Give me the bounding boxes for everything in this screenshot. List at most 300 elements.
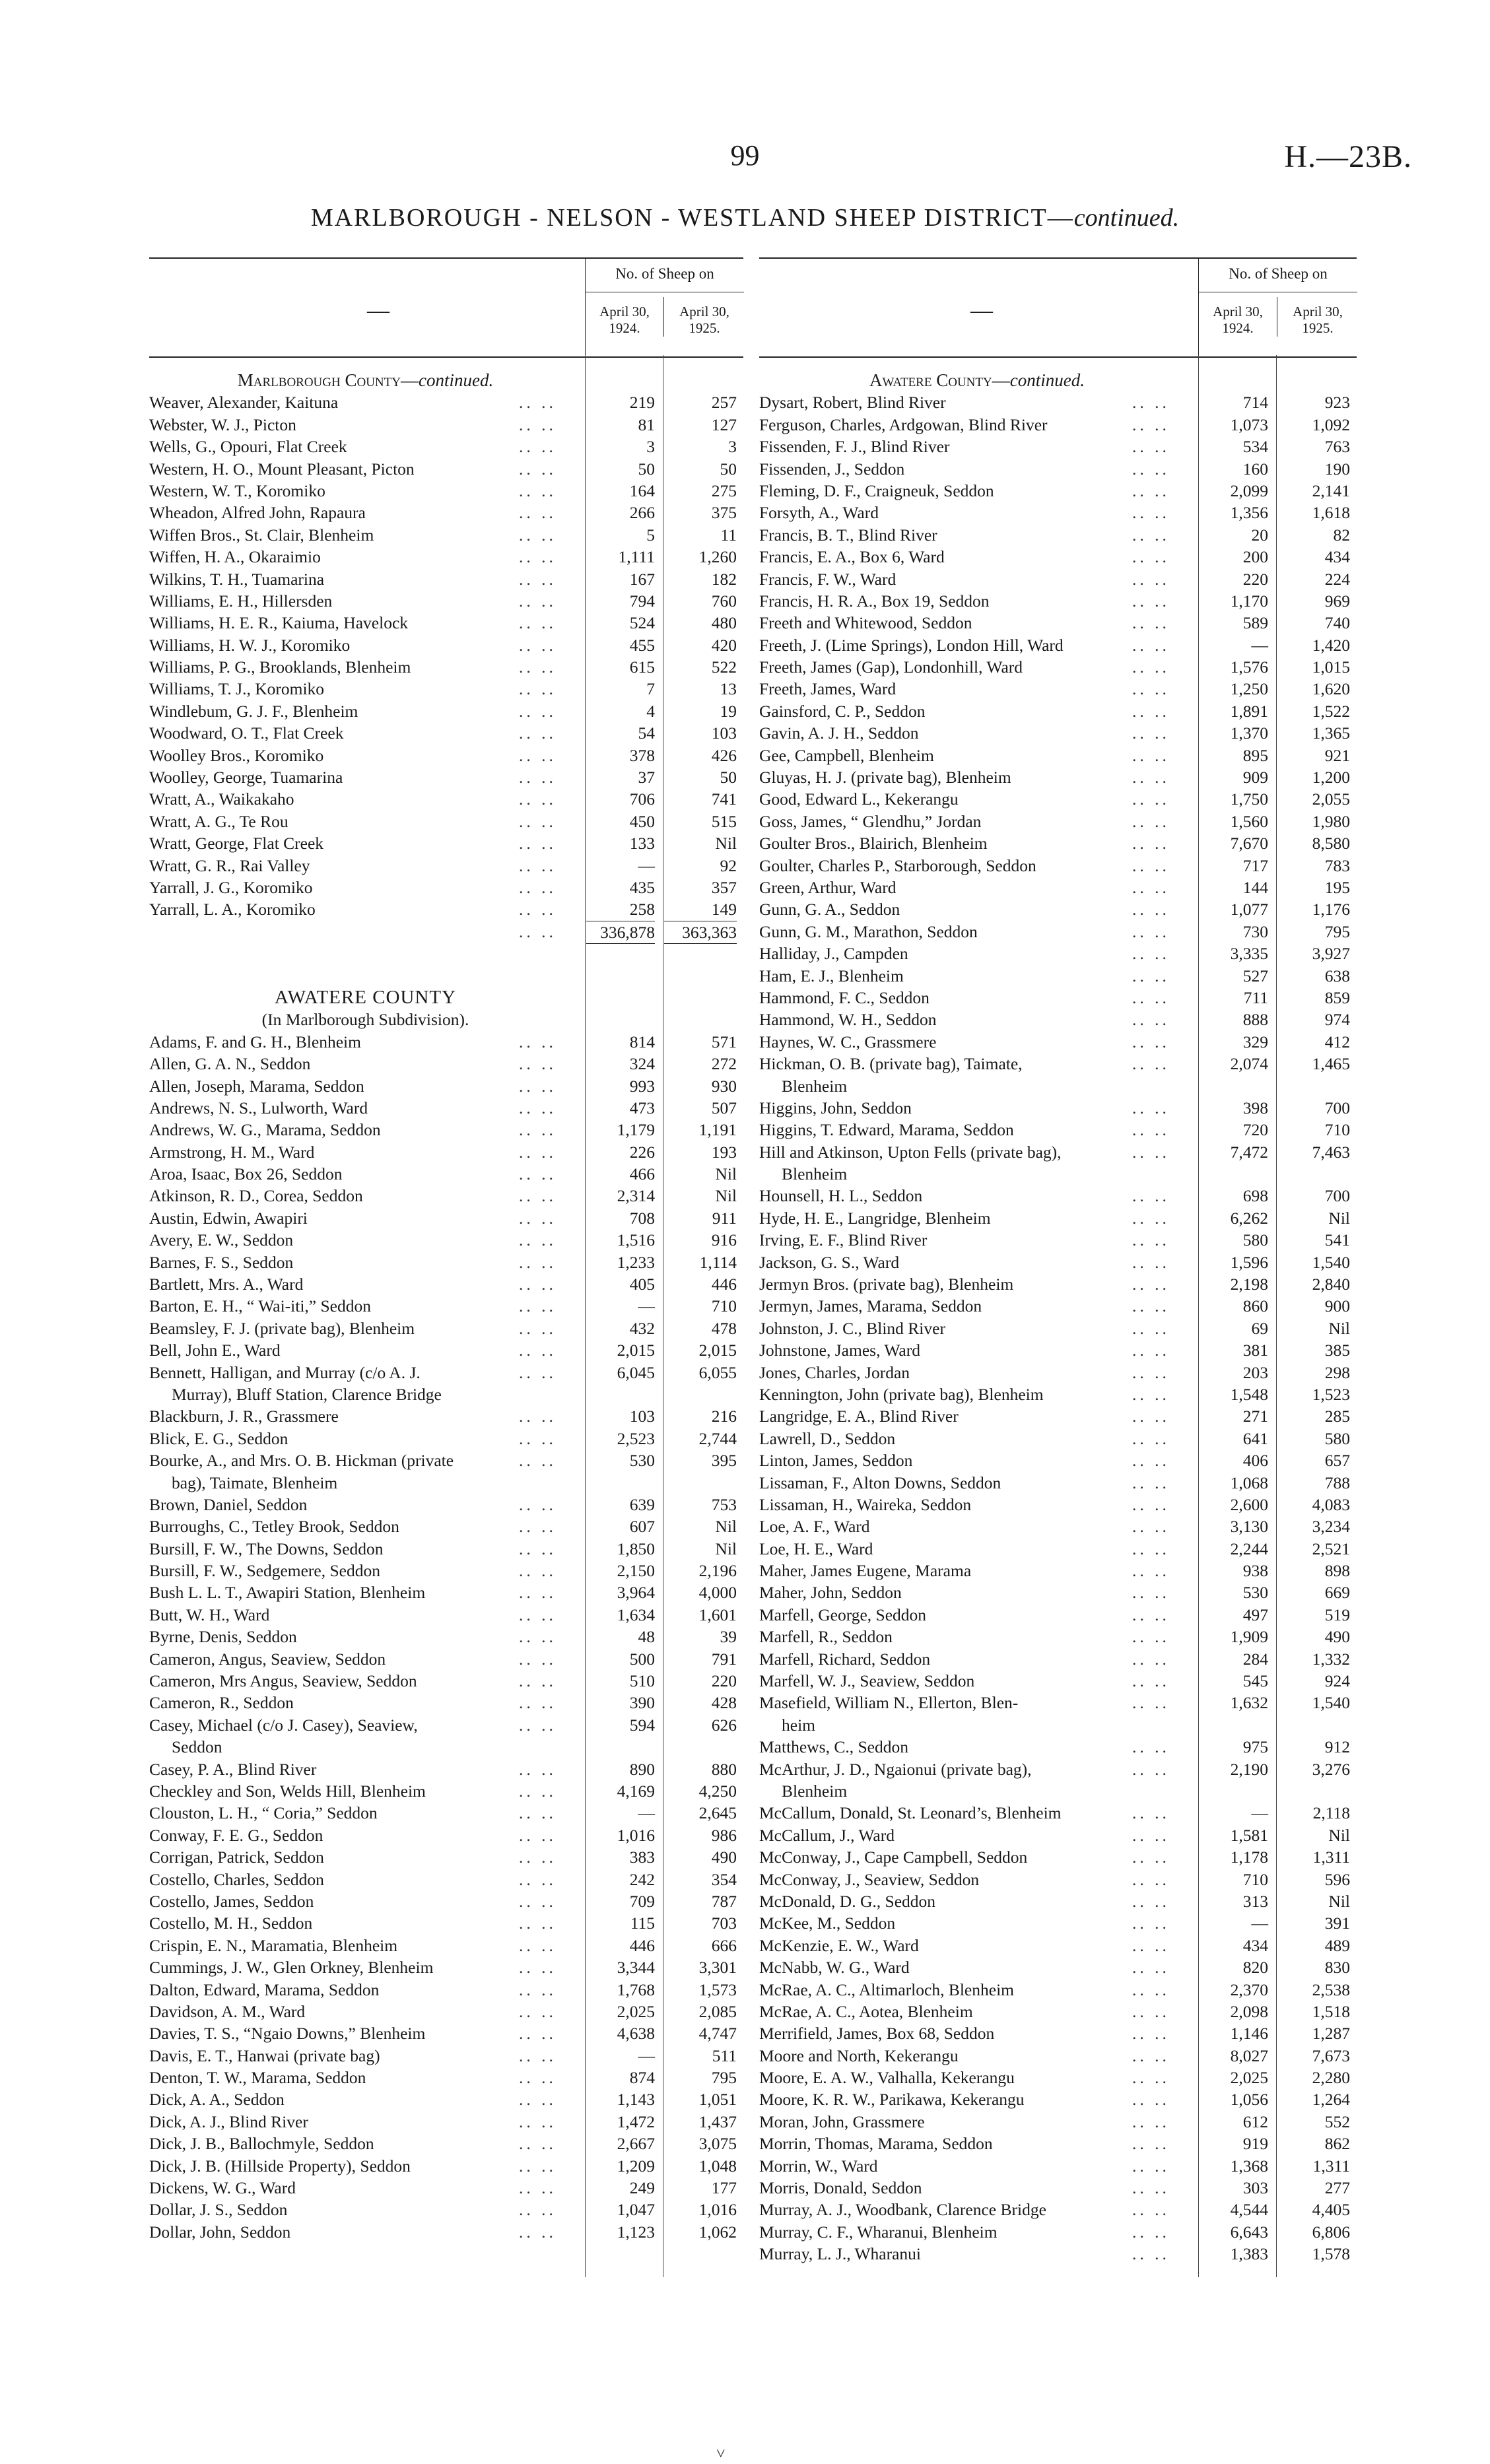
sheep-1925: 1,311 [1312, 1848, 1350, 1867]
sheep-1924: 378 [629, 745, 655, 765]
sheep-1924: 1,111 [618, 547, 655, 567]
owner-name-address: Gunn, G. M., Marathon, Seddon [759, 921, 978, 941]
sheep-1925: 700 [1324, 1186, 1350, 1206]
table-row: McConway, J., Cape Campbell, Seddon .. .. 1,178 1,311 [759, 1846, 1357, 1868]
table-row: Cameron, Mrs Angus, Seaview, Seddon .. .. 510 220 [149, 1670, 743, 1692]
owner-name-address: Moore, E. A. W., Valhalla, Kekerangu [759, 2068, 1015, 2088]
sheep-1925: 511 [712, 2046, 737, 2065]
owner-name-address: Morrin, W., Ward [759, 2156, 878, 2176]
table-row: Marfell, W. J., Seaview, Seddon .. .. 545 924 [759, 1670, 1357, 1692]
sheep-1925: 412 [1324, 1032, 1350, 1051]
sheep-1925: 795 [711, 2068, 737, 2088]
table-row: Bursill, F. W., The Downs, Seddon .. .. 1,850 Nil [149, 1538, 743, 1560]
sheep-1924: 524 [629, 613, 655, 633]
table-row: Bush L. L. T., Awapiri Station, Blenheim .. .. 3,964 4,000 [149, 1582, 743, 1603]
sheep-1925: 669 [1324, 1583, 1350, 1603]
table-row [759, 1075, 1357, 1097]
table-row: Atkinson, R. D., Corea, Seddon .. .. 2,314 Nil [149, 1185, 743, 1207]
table-row: Gee, Campbell, Blenheim .. .. 895 921 [759, 745, 1357, 766]
table-row: Barton, E. H., “ Wai-iti,” Seddon .. .. — 710 [149, 1295, 743, 1317]
table-row: McRae, A. C., Altimarloch, Blenheim .. .. 2,370 2,538 [759, 1979, 1357, 2001]
table-row: Bursill, F. W., Sedgemere, Seddon .. .. 2,150 2,196 [149, 1560, 743, 1582]
owner-name-address: Goulter Bros., Blairich, Blenheim [759, 834, 988, 853]
table-row: Wilkins, T. H., Tuamarina .. .. 167 182 [149, 568, 743, 590]
table-row: Murray, A. J., Woodbank, Clarence Bridge .. .. 4,544 4,405 [759, 2199, 1357, 2220]
sheep-1924: 7 [646, 679, 655, 699]
table-row: Dickens, W. G., Ward .. .. 249 177 [149, 2177, 743, 2199]
sheep-1925: 1,176 [1312, 900, 1350, 919]
sheep-1925: 1,540 [1312, 1693, 1350, 1713]
sheep-1925: 363,363 [664, 921, 737, 944]
table-row: Jermyn Bros. (private bag), Blenheim .. .. 2,198 2,840 [759, 1273, 1357, 1295]
owner-name-address: Lawrell, D., Seddon [759, 1428, 896, 1448]
sheep-1924: 895 [1242, 745, 1268, 765]
sheep-1925: 1,092 [1312, 415, 1350, 434]
sheep-1925: Nil [1328, 1891, 1350, 1911]
sheep-1924: 794 [629, 591, 655, 611]
sheep-1924: 1,073 [1230, 415, 1268, 434]
owner-name-address: McNabb, W. G., Ward [759, 1958, 910, 1978]
right-table-body [759, 370, 1357, 2265]
sheep-1924: 54 [638, 723, 655, 743]
owner-name-address: Conway, F. E. G., Seddon [149, 1825, 323, 1845]
sheep-1924: 527 [1242, 966, 1268, 985]
sheep-1924: 4,638 [617, 2024, 655, 2044]
table-row: Checkley and Son, Welds Hill, Blenheim .. .. 4,169 4,250 [149, 1780, 743, 1802]
table-row: Moore, E. A. W., Valhalla, Kekerangu .. .. 2,025 2,280 [759, 2067, 1357, 2088]
sheep-1925: 6,055 [698, 1362, 737, 1382]
owner-name-address: Wiffen, H. A., Okaraimio [149, 547, 321, 567]
left-column-table [149, 257, 743, 2277]
sheep-1924: 1,596 [1230, 1252, 1268, 1272]
sheep-1925: 1,420 [1312, 635, 1350, 655]
table-row: Murray, C. F., Wharanui, Blenheim .. .. 6,643 6,806 [759, 2221, 1357, 2243]
sheep-1925: 1,540 [1312, 1252, 1350, 1272]
owner-name-address: Jones, Charles, Jordan [759, 1362, 910, 1382]
table-row: Webster, W. J., Picton .. .. 81 127 [149, 414, 743, 436]
sheep-1925: 1,287 [1312, 2024, 1350, 2044]
sheep-1925: 3,075 [698, 2134, 737, 2154]
table-row: Hill and Atkinson, Upton Fells (private bag), .. .. 7,472 7,463 [759, 1141, 1357, 1163]
table-row: Goulter, Charles P., Starborough, Seddon .. .. 717 783 [759, 855, 1357, 877]
sheep-1924: 69 [1251, 1318, 1268, 1338]
sheep-1925: 395 [711, 1451, 737, 1471]
sheep-1924: 607 [629, 1517, 655, 1537]
owner-name-address: Allen, Joseph, Marama, Seddon [149, 1076, 364, 1096]
sheep-1924: 203 [1242, 1362, 1268, 1382]
table-row: Fissenden, J., Seddon .. .. 160 190 [759, 458, 1357, 480]
sheep-1925: 626 [711, 1715, 737, 1735]
owner-name-address: Gunn, G. A., Seddon [759, 900, 900, 919]
sheep-1924: 874 [629, 2068, 655, 2088]
sheep-1924: 2,015 [617, 1341, 655, 1360]
owner-name-address: Weaver, Alexander, Kaituna [149, 393, 339, 413]
sheep-1924: 434 [1242, 1935, 1268, 1955]
sheep-1925: 2,280 [1312, 2068, 1350, 2088]
table-row: Bartlett, Mrs. A., Ward .. .. 405 446 [149, 1273, 743, 1295]
owner-name-address: Cameron, Angus, Seaview, Seddon [149, 1649, 386, 1669]
sheep-1925: Nil [715, 834, 737, 853]
sheep-1925: 4,747 [698, 2024, 737, 2044]
table-row: Casey, Michael (c/o J. Casey), Seaview, .. .. 594 626 [149, 1714, 743, 1736]
sheep-1924: 510 [629, 1671, 655, 1691]
table-row: McRae, A. C., Aotea, Blenheim .. .. 2,098 1,518 [759, 2001, 1357, 2022]
sheep-1924: 303 [1242, 2178, 1268, 2198]
sheep-1924: 993 [629, 1076, 655, 1096]
sheep-1924: 1,850 [617, 1539, 655, 1558]
owner-name-address: Bursill, F. W., The Downs, Seddon [149, 1539, 384, 1558]
sheep-1925: 375 [711, 503, 737, 523]
table-row: Goulter Bros., Blairich, Blenheim .. .. 7,670 8,580 [759, 832, 1357, 854]
sheep-1925: 4,000 [698, 1583, 737, 1603]
table-row: Andrews, W. G., Marama, Seddon .. .. 1,179 1,191 [149, 1119, 743, 1141]
table-row: Higgins, T. Edward, Marama, Seddon .. .. 720 710 [759, 1119, 1357, 1141]
owner-name-address: Irving, E. F., Blind River [759, 1230, 928, 1250]
owner-name-address: Avery, E. W., Seddon [149, 1230, 294, 1250]
owner-name-address: Andrews, W. G., Marama, Seddon [149, 1120, 381, 1140]
owner-name-address: Dick, A. J., Blind River [149, 2112, 308, 2131]
owner-name-address: Blick, E. G., Seddon [149, 1428, 288, 1448]
table-row: Goss, James, “ Glendhu,” Jordan .. .. 1,560 1,980 [759, 811, 1357, 832]
table-row: Francis, E. A., Box 6, Ward .. .. 200 434 [759, 546, 1357, 568]
sheep-1924: 115 [630, 1914, 655, 1933]
owner-name-address: Kennington, John (private bag), Blenheim [759, 1384, 1044, 1404]
owner-name-address: Wilkins, T. H., Tuamarina [149, 569, 325, 589]
sheep-1924: 975 [1242, 1737, 1268, 1757]
table-row: Woolley, George, Tuamarina .. .. 37 50 [149, 766, 743, 788]
owner-name-address: Linton, James, Seddon [759, 1451, 913, 1471]
owner-name-address: McKee, M., Seddon [759, 1914, 896, 1933]
table-row: Casey, P. A., Blind River .. .. 890 880 [149, 1758, 743, 1780]
table-row: McKee, M., Seddon .. .. — 391 [759, 1912, 1357, 1934]
table-row: Maher, James Eugene, Marama .. .. 938 898 [759, 1560, 1357, 1582]
sheep-1925: 1,051 [698, 2090, 737, 2110]
sheep-1924: — [638, 2046, 655, 2065]
sheep-1925: 2,118 [1312, 1803, 1350, 1823]
sheep-1925: 710 [1324, 1120, 1350, 1140]
sheep-1924: 160 [1242, 459, 1268, 479]
table-row: Freeth, James, Ward .. .. 1,250 1,620 [759, 678, 1357, 700]
sheep-1924: 938 [1242, 1561, 1268, 1581]
owner-name-address: Marfell, George, Seddon [759, 1605, 927, 1624]
table-row [149, 965, 743, 987]
sheep-1924: 706 [629, 789, 655, 809]
sheep-1924: 1,068 [1230, 1473, 1268, 1492]
sheep-1925: 224 [1324, 569, 1350, 589]
table-row: Lissaman, H., Waireka, Seddon .. .. 2,600 4,083 [759, 1494, 1357, 1515]
sheep-1925: 428 [711, 1693, 737, 1713]
sheep-1924: 1,576 [1230, 657, 1268, 677]
owner-name-address: Gainsford, C. P., Seddon [759, 701, 926, 721]
table-row: Bourke, A., and Mrs. O. B. Hickman (private .. .. 530 395 [149, 1449, 743, 1471]
table-row: McDonald, D. G., Seddon .. .. 313 Nil [759, 1890, 1357, 1912]
sheep-1924: 446 [629, 1935, 655, 1955]
owner-name-address: Dick, J. B., Ballochmyle, Seddon [149, 2134, 374, 2154]
owner-name-address: Murray, L. J., Wharanui [759, 2244, 922, 2264]
sheep-1924: 4,544 [1230, 2200, 1268, 2220]
sheep-1924: 7,670 [1230, 834, 1268, 853]
sheep-1925: 1,618 [1312, 503, 1350, 523]
table-row: Lawrell, D., Seddon .. .. 641 580 [759, 1428, 1357, 1449]
sheep-1925: 2,196 [698, 1561, 737, 1581]
sheep-1924: 589 [1242, 613, 1268, 633]
owner-name-address: Goss, James, “ Glendhu,” Jordan [759, 811, 982, 831]
owner-name-address: Wratt, A. G., Te Rou [149, 811, 288, 831]
owner-name-address: McArthur, J. D., Ngaionui (private bag), [759, 1759, 1032, 1779]
right-header-col-1925: April 30, 1925. [1277, 297, 1358, 337]
owner-name-address: Windlebum, G. J. F., Blenheim [149, 701, 358, 721]
owner-name-address: Denton, T. W., Marama, Seddon [149, 2068, 366, 2088]
sheep-1924: 641 [1242, 1428, 1268, 1448]
owner-name-address: Ham, E. J., Blenheim [759, 966, 904, 985]
left-table-header [149, 257, 743, 358]
owner-name-address: Clouston, L. H., “ Coria,” Seddon [149, 1803, 378, 1823]
sheep-1925: 298 [1324, 1362, 1350, 1382]
sheep-1925: 921 [1324, 745, 1350, 765]
sheep-1925: 275 [711, 481, 737, 500]
owner-name-address: Blenheim [782, 1164, 848, 1184]
sheep-1924: — [638, 1296, 655, 1316]
sheep-1925: 2,015 [698, 1341, 737, 1360]
table-row: Freeth and Whitewood, Seddon .. .. 589 740 [759, 612, 1357, 634]
owner-name-address: McConway, J., Seaview, Seddon [759, 1869, 980, 1889]
table-row: Dollar, John, Seddon .. .. 1,123 1,062 [149, 2221, 743, 2243]
sheep-1925: 596 [1324, 1869, 1350, 1889]
sheep-1924: — [1251, 1803, 1268, 1823]
table-row: Loe, A. F., Ward .. .. 3,130 3,234 [759, 1515, 1357, 1537]
owner-name-address: Francis, B. T., Blind River [759, 525, 937, 545]
sheep-1924: 1,581 [1230, 1825, 1268, 1845]
sheep-1924: 1,123 [617, 2222, 655, 2242]
sheep-1925: 190 [1324, 459, 1350, 479]
sheep-1925: 1,332 [1312, 1649, 1350, 1669]
owner-name-address: Beamsley, F. J. (private bag), Blenheim [149, 1318, 415, 1338]
sheep-1924: 2,198 [1230, 1275, 1268, 1294]
table-row: Corrigan, Patrick, Seddon .. .. 383 490 [149, 1846, 743, 1868]
sheep-1925: 2,055 [1312, 789, 1350, 809]
sheep-1925: 912 [1324, 1737, 1350, 1757]
sheep-1924: 1,768 [617, 1980, 655, 1999]
sheep-1924: 1,891 [1230, 701, 1268, 721]
sheep-1924: 284 [1242, 1649, 1268, 1669]
sheep-1925: 11 [720, 525, 737, 545]
owner-name-address: Freeth, James (Gap), Londonhill, Ward [759, 657, 1023, 677]
owner-name-address: Bush L. L. T., Awapiri Station, Blenheim [149, 1583, 426, 1603]
sheep-1925: 1,365 [1312, 723, 1350, 743]
sheep-1925: 420 [711, 635, 737, 655]
owner-name-address: Webster, W. J., Picton [149, 415, 296, 434]
sheep-1925: 2,141 [1312, 481, 1350, 500]
sheep-1924: 1,368 [1230, 2156, 1268, 2176]
sheep-1925: 1,191 [698, 1120, 737, 1140]
sheep-1925: 4,083 [1312, 1494, 1350, 1514]
owner-name-address: Woolley Bros., Koromiko [149, 745, 324, 765]
sheep-1925: 478 [711, 1318, 737, 1338]
sheep-1924: 266 [629, 503, 655, 523]
owner-name-address: Williams, T. J., Koromiko [149, 679, 325, 699]
owner-name-address: Murray, A. J., Woodbank, Clarence Bridge [759, 2200, 1046, 2220]
sheep-1925: 7,463 [1312, 1142, 1350, 1162]
sheep-1924: 545 [1242, 1671, 1268, 1691]
table-row: Francis, F. W., Ward .. .. 220 224 [759, 568, 1357, 590]
sheep-1925: 1,114 [699, 1252, 737, 1272]
owner-name-address: Hounsell, H. L., Seddon [759, 1186, 923, 1206]
sheep-1924: 406 [1242, 1451, 1268, 1471]
sheep-1925: 2,840 [1312, 1275, 1350, 1294]
sheep-1925: 1,601 [698, 1605, 737, 1624]
table-row: Wiffen, H. A., Okaraimio .. .. 1,111 1,260 [149, 546, 743, 568]
sheep-1925: 763 [1324, 437, 1350, 457]
section-continued-heading: Marlborough County—continued. [237, 370, 494, 390]
sheep-1925: 4,405 [1312, 2200, 1350, 2220]
sheep-1924: 530 [1242, 1583, 1268, 1603]
sheep-1924: 220 [1242, 569, 1268, 589]
sheep-1924: 814 [629, 1032, 655, 1051]
table-row: Jones, Charles, Jordan .. .. 203 298 [759, 1362, 1357, 1383]
sheep-1925: Nil [715, 1164, 737, 1184]
sheep-1925: Nil [715, 1517, 737, 1537]
sheep-1924: 450 [629, 811, 655, 831]
sheep-1925: 710 [711, 1296, 737, 1316]
sheep-1925: 571 [711, 1032, 737, 1051]
owner-name-address: Davis, E. T., Hanwai (private bag) [149, 2046, 380, 2065]
owner-name-address: Casey, Michael (c/o J. Casey), Seaview, [149, 1715, 418, 1735]
sheep-1925: 700 [1324, 1098, 1350, 1117]
sheep-1924: 1,516 [617, 1230, 655, 1250]
owner-name-address: McRae, A. C., Altimarloch, Blenheim [759, 1980, 1014, 1999]
sheep-1925: 149 [711, 900, 737, 919]
table-row: McConway, J., Seaview, Seddon .. .. 710 596 [759, 1869, 1357, 1890]
sheep-1924: 580 [1242, 1230, 1268, 1250]
sheep-1924: 1,370 [1230, 723, 1268, 743]
owner-name-address: Jermyn Bros. (private bag), Blenheim [759, 1275, 1014, 1294]
owner-name-address: Cummings, J. W., Glen Orkney, Blenheim [149, 1958, 434, 1978]
sheep-1924: 1,356 [1230, 503, 1268, 523]
owner-name-address: Green, Arthur, Ward [759, 877, 897, 897]
owner-name-address: Hill and Atkinson, Upton Fells (private bag), [759, 1142, 1062, 1162]
owner-name-address: Williams, P. G., Brooklands, Blenheim [149, 657, 411, 677]
table-row: Yarrall, L. A., Koromiko .. .. 258 149 [149, 898, 743, 920]
sheep-1925: 859 [1324, 987, 1350, 1007]
sheep-1924: 473 [629, 1098, 655, 1117]
owner-name-address: McCallum, J., Ward [759, 1825, 895, 1845]
table-row: Fissenden, F. J., Blind River .. .. 534 763 [759, 436, 1357, 457]
sheep-1924: 720 [1242, 1120, 1268, 1140]
owner-name-address: Woodward, O. T., Flat Creek [149, 723, 344, 743]
sheep-1924: 1,383 [1230, 2244, 1268, 2264]
page-title-main: MARLBOROUGH - NELSON - WESTLAND SHEEP DISTRICT— [310, 204, 1074, 232]
sheep-1924: 708 [629, 1208, 655, 1228]
sheep-1924: 888 [1242, 1010, 1268, 1030]
sheep-1924: 1,548 [1230, 1384, 1268, 1404]
table-row: Haynes, W. C., Grassmere .. .. 329 412 [759, 1031, 1357, 1053]
sheep-1924: — [1251, 635, 1268, 655]
sheep-1925: 103 [711, 723, 737, 743]
sheep-1924: 2,074 [1230, 1054, 1268, 1074]
sheep-1924: 103 [629, 1407, 655, 1426]
owner-name-address: Seddon [172, 1737, 222, 1757]
owner-name-address: Merrifield, James, Box 68, Seddon [759, 2024, 995, 2044]
table-row: Kennington, John (private bag), Blenheim .. .. 1,548 1,523 [759, 1383, 1357, 1405]
sheep-1924: 405 [629, 1275, 655, 1294]
owner-name-address: McRae, A. C., Aotea, Blenheim [759, 2001, 973, 2021]
footer-mark: ˅ [716, 2446, 726, 2463]
table-row: Clouston, L. H., “ Coria,” Seddon .. .. — 2,645 [149, 1802, 743, 1824]
table-row: Byrne, Denis, Seddon .. .. 48 39 [149, 1626, 743, 1648]
owner-name-address: Marfell, W. J., Seaview, Seddon [759, 1671, 975, 1691]
sheep-1924: 2,025 [1230, 2068, 1268, 2088]
owner-name-address: Lissaman, H., Waireka, Seddon [759, 1494, 972, 1514]
owner-name-address: Ferguson, Charles, Ardgowan, Blind River [759, 415, 1048, 434]
sheep-1925: 1,015 [1312, 657, 1350, 677]
table-row: Hyde, H. E., Langridge, Blenheim .. .. 6,262 Nil [759, 1207, 1357, 1229]
sheep-1924: — [638, 855, 655, 875]
sheep-1924: 1,170 [1230, 591, 1268, 611]
sheep-1924: 890 [629, 1759, 655, 1779]
sheep-1925: 740 [1324, 613, 1350, 633]
owner-name-address: Murray, C. F., Wharanui, Blenheim [759, 2222, 998, 2242]
sheep-1925: 1,016 [698, 2200, 737, 2220]
owner-name-address: Brown, Daniel, Seddon [149, 1494, 308, 1514]
owner-name-address: Masefield, William N., Ellerton, Blen- [759, 1693, 1019, 1713]
sheep-1924: 730 [1242, 921, 1268, 941]
owner-name-address: Hammond, F. C., Seddon [759, 987, 930, 1007]
sheep-1925: 862 [1324, 2134, 1350, 2154]
right-table-header [759, 257, 1357, 358]
sheep-1924: 6,045 [617, 1362, 655, 1382]
sheep-1925: 446 [711, 1275, 737, 1294]
owner-name-address: Williams, E. H., Hillersden [149, 591, 333, 611]
right-header-name-dash: — [970, 298, 993, 323]
sheep-1925: 580 [1324, 1428, 1350, 1448]
sheep-1924: 2,600 [1230, 1494, 1268, 1514]
page-title-continued: continued. [1073, 204, 1180, 232]
table-row: Morrin, Thomas, Marama, Seddon .. .. 919 862 [759, 2133, 1357, 2154]
sheep-1924: 50 [638, 459, 655, 479]
owner-name-address: Woolley, George, Tuamarina [149, 768, 343, 787]
sheep-1925: 1,518 [1312, 2001, 1350, 2021]
owner-name-address: Fissenden, J., Seddon [759, 459, 905, 479]
table-row: Loe, H. E., Ward .. .. 2,244 2,521 [759, 1538, 1357, 1560]
sheep-1925: 1,062 [698, 2222, 737, 2242]
owner-name-address: Maher, James Eugene, Marama [759, 1561, 972, 1581]
sheep-1924: 2,523 [617, 1428, 655, 1448]
table-row: Costello, James, Seddon .. .. 709 787 [149, 1890, 743, 1912]
sheep-1925: 1,311 [1312, 2156, 1350, 2176]
sheep-1924: 594 [629, 1715, 655, 1735]
table-row: McNabb, W. G., Ward .. .. 820 830 [759, 1956, 1357, 1978]
sheep-1925: Nil [1328, 1318, 1350, 1338]
owner-name-address: Cameron, R., Seddon [149, 1693, 294, 1713]
owner-name-address: Dick, A. A., Seddon [149, 2090, 285, 2110]
table-row: Wratt, A. G., Te Rou .. .. 450 515 [149, 811, 743, 832]
owner-name-address: heim [782, 1715, 815, 1735]
sheep-1924: 324 [629, 1054, 655, 1074]
sheep-1925: 666 [711, 1935, 737, 1955]
sheep-1924: 37 [638, 768, 655, 787]
sheep-1924: 242 [629, 1869, 655, 1889]
sheep-1924: 1,056 [1230, 2090, 1268, 2110]
table-row: Morris, Donald, Seddon .. .. 303 277 [759, 2177, 1357, 2199]
sheep-1925: 220 [711, 1671, 737, 1691]
owner-name-address: Loe, H. E., Ward [759, 1539, 873, 1558]
owner-name-address: Atkinson, R. D., Corea, Seddon [149, 1186, 363, 1206]
sheep-1924: 1,178 [1230, 1848, 1268, 1867]
owner-name-address: Western, W. T., Koromiko [149, 481, 325, 500]
sheep-1925: 930 [711, 1076, 737, 1096]
owner-name-address: Freeth, James, Ward [759, 679, 897, 699]
sheep-1924: 1,047 [617, 2200, 655, 2220]
